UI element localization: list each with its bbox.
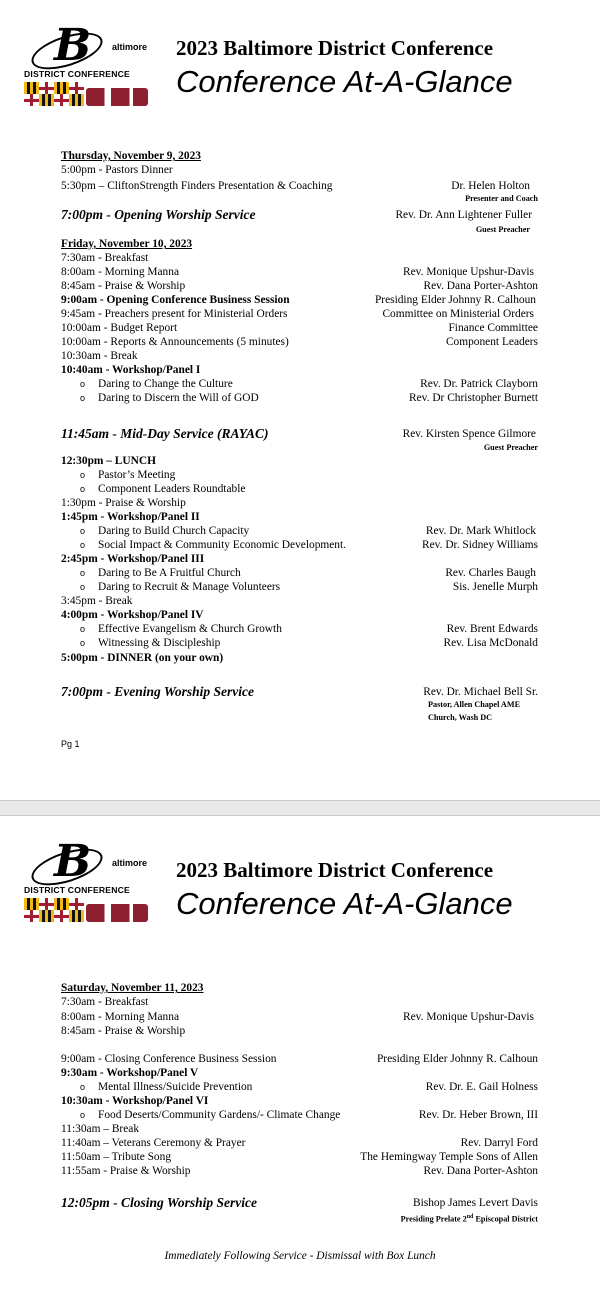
schedule-time: 5:00pm - DINNER (on your own) <box>61 652 224 664</box>
schedule-time: 8:45am - Praise & Worship <box>61 280 186 292</box>
workshop-topic: Daring to Be A Fruitful Church <box>98 567 241 579</box>
bullet-icon: o <box>80 1110 86 1120</box>
speaker-name: Component Leaders <box>445 336 538 348</box>
speaker-name: Rev. Brent Edwards <box>446 623 538 635</box>
workshop-topic: Social Impact & Community Economic Development. <box>98 539 347 551</box>
page-number: Pg 1 <box>61 739 80 749</box>
speaker-name: Rev. Dr. Ann Lightener Fuller <box>395 209 532 221</box>
logo-word: altimore <box>112 858 148 868</box>
schedule-time: 11:40am – Veterans Ceremony & Prayer <box>61 1137 246 1149</box>
lunch-item: Component Leaders Roundtable <box>98 483 246 495</box>
logo-ribbon <box>86 88 148 106</box>
logo-tagline: DISTRICT CONFERENCE <box>24 69 130 79</box>
logo-ribbon <box>86 904 148 922</box>
page-title: 2023 Baltimore District Conference <box>176 36 494 60</box>
day-heading: Friday, November 10, 2023 <box>61 238 193 250</box>
bullet-icon: o <box>80 582 86 592</box>
schedule-time: 10:00am - Budget Report <box>61 322 178 334</box>
schedule-time: 9:00am - Opening Conference Business Session <box>61 294 290 306</box>
page-separator <box>0 800 600 816</box>
bullet-icon: o <box>80 638 86 648</box>
page-subtitle: Conference At-A-Glance <box>176 886 513 921</box>
speaker-role: Presiding Prelate 2nd Episcopal District <box>400 1214 538 1224</box>
speaker-name: Rev. Dr. E. Gail Holness <box>425 1081 538 1093</box>
schedule-time: 8:00am - Morning Manna <box>61 1011 179 1023</box>
schedule-time: 1:30pm - Praise & Worship <box>61 497 186 509</box>
speaker-name: Presiding Elder Johnny R. Calhoun <box>374 294 536 306</box>
document-page-2 <box>0 816 600 1316</box>
speaker-name: Rev. Kirsten Spence Gilmore <box>402 428 536 440</box>
page-title: 2023 Baltimore District Conference <box>176 858 494 882</box>
schedule-time: 9:00am - Closing Conference Business Session <box>61 1053 277 1065</box>
speaker-name: Rev. Dana Porter-Ashton <box>423 280 538 292</box>
speaker-name: Rev. Dr. Michael Bell Sr. <box>423 686 538 698</box>
schedule-time: 11:50am – Tribute Song <box>61 1151 172 1163</box>
day-heading: Saturday, November 11, 2023 <box>61 982 204 994</box>
maryland-flag-icon <box>24 82 84 106</box>
worship-service-title: 7:00pm - Evening Worship Service <box>61 684 255 699</box>
speaker-role: Guest Preacher <box>475 225 530 234</box>
speaker-role: Pastor, Allen Chapel AME <box>428 700 521 709</box>
speaker-name: Rev. Dr. Mark Whitlock <box>425 525 536 537</box>
day-heading: Thursday, November 9, 2023 <box>61 150 201 162</box>
workshop-topic: Effective Evangelism & Church Growth <box>98 623 282 635</box>
speaker-name: Rev. Lisa McDonald <box>443 637 538 649</box>
schedule-time: 11:30am – Break <box>61 1123 140 1135</box>
bullet-icon: o <box>80 470 86 480</box>
bullet-icon: o <box>80 568 86 578</box>
speaker-name: Rev. Dana Porter-Ashton <box>423 1165 538 1177</box>
speaker-name: Committee on Ministerial Orders <box>382 308 534 320</box>
schedule-time: 5:00pm - Pastors Dinner <box>61 164 173 176</box>
worship-service-title: 11:45am - Mid-Day Service (RAYAC) <box>61 426 269 441</box>
logo-letter: B <box>54 20 92 71</box>
schedule-time: 10:00am - Reports & Announcements (5 minutes) <box>61 336 289 348</box>
workshop-topic: Daring to Build Church Capacity <box>98 525 250 537</box>
speaker-name: Rev. Dr. Sidney Williams <box>422 539 538 551</box>
speaker-name: Presiding Elder Johnny R. Calhoun <box>376 1053 538 1065</box>
schedule-time: 5:30pm – CliftonStrength Finders Presentation & Coaching <box>61 180 333 192</box>
bullet-icon: o <box>80 393 86 403</box>
workshop-topic: Food Deserts/Community Gardens/- Climate Change <box>98 1109 341 1121</box>
speaker-role: Guest Preacher <box>483 443 538 452</box>
district-logo <box>24 20 148 108</box>
schedule-time: 10:30am - Break <box>61 350 138 362</box>
workshop-title: 10:30am - Workshop/Panel VI <box>61 1095 209 1107</box>
worship-service-title: 12:05pm - Closing Worship Service <box>61 1195 258 1210</box>
bullet-icon: o <box>80 1082 86 1092</box>
maryland-flag-icon <box>24 898 84 922</box>
workshop-title: 2:45pm - Workshop/Panel III <box>61 553 205 565</box>
speaker-name: Rev. Monique Upshur-Davis <box>403 1011 534 1023</box>
dismissal-note: Immediately Following Service - Dismissal with Box Lunch <box>164 1250 436 1262</box>
workshop-title: 9:30am - Workshop/Panel V <box>61 1067 199 1079</box>
speaker-name: Rev. Dr. Patrick Clayborn <box>420 378 538 390</box>
workshop-topic: Mental Illness/Suicide Prevention <box>98 1081 253 1093</box>
speaker-name: Rev. Dr Christopher Burnett <box>409 392 538 404</box>
bullet-icon: o <box>80 526 86 536</box>
schedule-time: 9:45am - Preachers present for Ministerial Orders <box>61 308 288 320</box>
bullet-icon: o <box>80 540 86 550</box>
schedule-time: 7:30am - Breakfast <box>61 996 149 1008</box>
speaker-name: The Hemingway Temple Sons of Allen <box>360 1151 538 1163</box>
page-subtitle: Conference At-A-Glance <box>176 64 513 99</box>
schedule-time: 3:45pm - Break <box>61 595 133 607</box>
bullet-icon: o <box>80 624 86 634</box>
speaker-name: Finance Committee <box>448 322 538 334</box>
speaker-name: Rev. Monique Upshur-Davis <box>403 266 534 278</box>
workshop-topic: Daring to Discern the Will of GOD <box>98 392 259 404</box>
district-logo <box>24 836 148 924</box>
speaker-name: Dr. Helen Holton <box>451 180 530 192</box>
workshop-title: 10:40am - Workshop/Panel I <box>61 364 201 376</box>
worship-service-title: 7:00pm - Opening Worship Service <box>61 207 256 222</box>
schedule-time: 8:00am - Morning Manna <box>61 266 179 278</box>
logo-tagline: DISTRICT CONFERENCE <box>24 885 130 895</box>
bullet-icon: o <box>80 484 86 494</box>
speaker-name: Bishop James Levert Davis <box>413 1197 538 1209</box>
speaker-role: Church, Wash DC <box>428 713 493 722</box>
workshop-topic: Witnessing & Discipleship <box>98 637 221 649</box>
workshop-topic: Daring to Change the Culture <box>98 378 233 390</box>
workshop-title: 4:00pm - Workshop/Panel IV <box>61 609 204 621</box>
logo-letter: B <box>54 836 92 887</box>
schedule-time: 8:45am - Praise & Worship <box>61 1025 186 1037</box>
speaker-name: Rev. Charles Baugh <box>445 567 536 579</box>
lunch-item: Pastor’s Meeting <box>98 469 176 481</box>
speaker-role: Presenter and Coach <box>465 194 538 203</box>
logo-word: altimore <box>112 42 148 52</box>
schedule-time: 12:30pm – LUNCH <box>61 455 156 467</box>
schedule-time: 7:30am - Breakfast <box>61 252 149 264</box>
speaker-name: Rev. Darryl Ford <box>460 1137 538 1149</box>
workshop-topic: Daring to Recruit & Manage Volunteers <box>98 581 281 593</box>
schedule-time: 11:55am - Praise & Worship <box>61 1165 191 1177</box>
workshop-title: 1:45pm - Workshop/Panel II <box>61 511 200 523</box>
speaker-name: Rev. Dr. Heber Brown, III <box>418 1109 538 1121</box>
bullet-icon: o <box>80 379 86 389</box>
speaker-name: Sis. Jenelle Murph <box>452 581 538 593</box>
